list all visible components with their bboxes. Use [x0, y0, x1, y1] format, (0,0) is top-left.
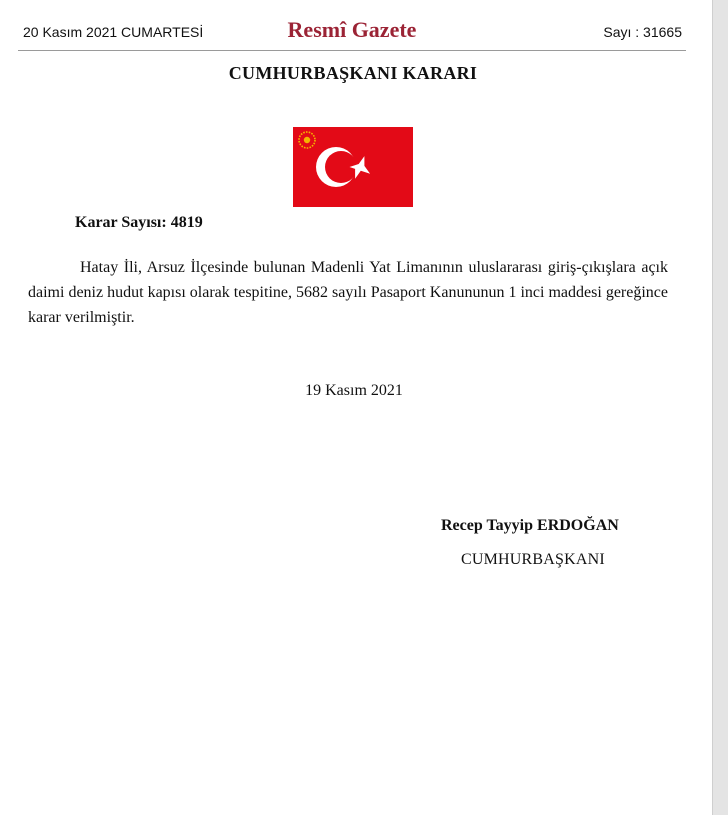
document-heading: CUMHURBAŞKANI KARARI: [228, 63, 478, 83]
decision-number: Karar Sayısı: 4819: [75, 214, 203, 231]
publication-date: 20 Kasım 2021 CUMARTESİ: [23, 24, 204, 40]
issue-number: Sayı : 31665: [603, 24, 682, 40]
signatory-name: Recep Tayyip ERDOĞAN: [441, 517, 619, 534]
decision-body: Hatay İli, Arsuz İlçesinde bulunan Madenli Yat Limanının uluslararası giriş-çıkışlara açık daimi deniz hudut kapısı olarak tespitine, 5682 sayılı Pasaport Kanununun 1 inci maddesi gereğince karar verilmiştir.: [28, 259, 668, 326]
signatory-title: CUMHURBAŞKANI: [461, 551, 605, 568]
gazette-header: [18, 14, 686, 51]
gazette-title: Resmî Gazete: [287, 17, 417, 42]
decision-date: 19 Kasım 2021: [305, 382, 403, 399]
turkish-flag-icon: [293, 127, 413, 207]
